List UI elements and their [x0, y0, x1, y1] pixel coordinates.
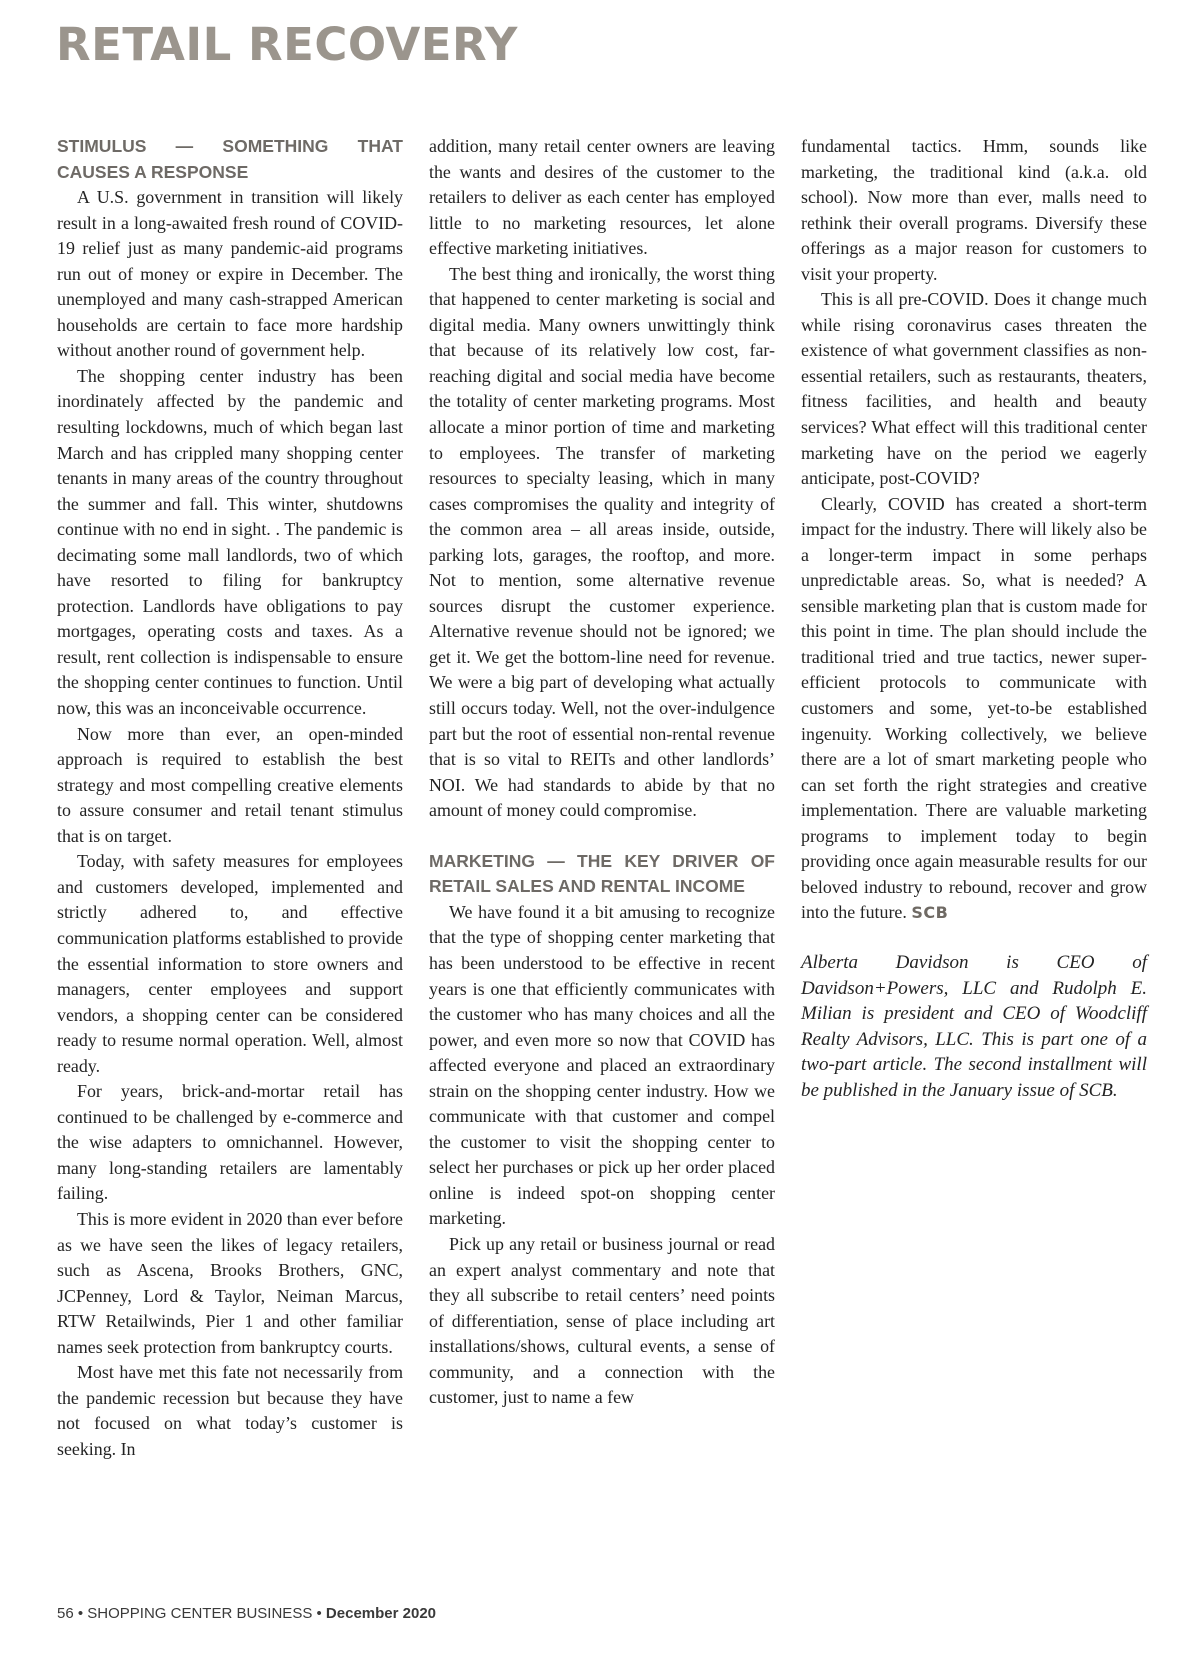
paragraph: Today, with safety measures for employees and customers developed, implemented and strictly adhered to, and effective communication platforms established to provide the essential information to store owners and managers, center employees and support vendors, a shopping center can be considered ready to resume normal operation. Well, almost ready. [57, 851, 403, 1076]
paragraph: The shopping center industry has been inordinately affected by the pandemic and resulting lockdowns, much of which began last March and has crippled many shopping center tenants in many areas of the country throughout the summer and fall. This winter, shutdowns continue with no end in sight. . The pandemic is decimating some mall landlords, two of which have resorted to filing for bankruptcy protection. Landlords have obligations to pay mortgages, operating costs and taxes. As a result, rent collection is indispensable to ensure the shopping center continues to function. Until now, this was an inconceivable occurrence. [57, 365, 403, 719]
article-column-1 [57, 134, 403, 1462]
paragraph: We have found it a bit amusing to recognize that the type of shopping center marketing that has been understood to be effective in recent years is one that efficiently communicates with the customer who has many choices and all the power, and even more so now that COVID has affected everyone and placed an extraordinary strain on the shopping center industry. How we communicate with that customer and compel the customer to visit the shopping center to select her purchases or pick up her order placed online is indeed spot-on shopping center marketing. [429, 901, 775, 1229]
author-bio: Alberta Davidson is CEO of Davidson+Powers, LLC and Rudolph E. Milian is president and CEO of Woodcliff Realty Advisors, LLC. This is part one of a two-part article. The second installment will be published in the January issue of SCB. [801, 951, 1147, 1101]
publication-name: SHOPPING CENTER BUSINESS [87, 1605, 313, 1622]
footer-separator: • [316, 1605, 326, 1622]
page-footer [57, 1605, 436, 1622]
end-mark: SCB [911, 903, 949, 923]
page-number: 56 [57, 1605, 74, 1622]
paragraph: Most have met this fate not necessarily from the pandemic recession but because they have not focused on what today’s customer is seeking. In [57, 1362, 403, 1459]
paragraph: This is all pre-COVID. Does it change much while rising coronavirus cases threaten the existence of what government classifies as non-essential retailers, such as restaurants, theaters, fitness facilities, and health and beauty services? What effect will this traditional center marketing have on the period we eagerly anticipate, post-COVID? [801, 289, 1147, 489]
footer-separator: • [77, 1605, 88, 1622]
paragraph: This is more evident in 2020 than ever before as we have seen the likes of legacy retailers, such as Ascena, Brooks Brothers, GNC, JCPenney, Lord & Taylor, Neiman Marcus, RTW Retailwinds, Pier 1 and other familiar names seek protection from bankruptcy courts. [57, 1208, 403, 1357]
paragraph: A U.S. government in transition will likely result in a long-awaited fresh round of COVID-19 relief just as many pandemic-aid programs run out of money or expire in December. The unemployed and many cash-strapped American households are certain to face more hardship without another round of government help. [57, 187, 403, 361]
paragraph: The best thing and ironically, the worst thing that happened to center marketing is social and digital media. Many owners unwittingly think that because of its relatively low cost, far-reaching digital and social media have become the totality of center marketing programs. Most allocate a minor portion of time and marketing to employees. The transfer of marketing resources to specialty leasing, which in many cases compromises the quality and integrity of the common area – all areas inside, outside, parking lots, garages, the rooftop, and more. Not to mention, some alternative revenue sources disrupt the customer experience. Alternative revenue should not be ignored; we get it. We get the bottom-line need for revenue. We were a big part of developing what actually still occurs today. Well, not the over-indulgence part but the root of essential non-rental revenue that is so vital to REITs and other landlords’ NOI. We had standards to abide by that no amount of money could compromise. [429, 263, 775, 821]
article-column-2 [429, 134, 775, 1411]
paragraph: For years, brick-and-mortar retail has continued to be challenged by e-commerce and the wise adapters to omnichannel. However, many long-standing retailers are lamentably failing. [57, 1081, 403, 1204]
paragraph [801, 492, 1147, 926]
paragraph: addition, many retail center owners are leaving the wants and desires of the customer to the retailers to deliver as each center has employed little to no marketing resources, let alone effective marketing initiatives. [429, 136, 775, 259]
paragraph-text: Clearly, COVID has created a short-term impact for the industry. There will likely also be a longer-term impact in some perhaps unpredictable areas. So, what is needed? A sensible marketing plan that is custom made for this point in time. The plan should include the traditional tried and true tactics, newer super-efficient protocols to communicate with customers and some, yet-to-be established ingenuity. Working collectively, we believe there are a lot of smart marketing people who can set forth the right strategies and creative implementation. There are valuable marketing programs to implement today to begin providing once again measurable results for our beloved industry to rebound, recover and grow into the future. [801, 493, 1147, 923]
section-title: RETAIL RECOVERY [56, 18, 518, 71]
subheading-marketing: MARKETING — THE KEY DRIVER OF RETAIL SALES AND RENTAL INCOME [429, 850, 775, 897]
subheading-stimulus: STIMULUS — SOMETHING THAT CAUSES A RESPONSE [57, 136, 403, 182]
paragraph: fundamental tactics. Hmm, sounds like marketing, the traditional kind (a.k.a. old school). Now more than ever, malls need to rethink their overall programs. Diversify these offerings as a major reason for customers to visit your property. [801, 136, 1147, 284]
paragraph: Pick up any retail or business journal or read an expert analyst commentary and note that they all subscribe to retail centers’ need points of differentiation, sense of place including art installations/shows, cultural events, a sense of community, and a connection with the customer, just to name a few [429, 1233, 775, 1408]
article-column-3 [801, 134, 1147, 1103]
issue-date: December 2020 [325, 1605, 436, 1622]
paragraph: Now more than ever, an open-minded approach is required to establish the best strategy and most compelling creative elements to assure consumer and retail tenant stimulus that is on target. [57, 723, 403, 846]
